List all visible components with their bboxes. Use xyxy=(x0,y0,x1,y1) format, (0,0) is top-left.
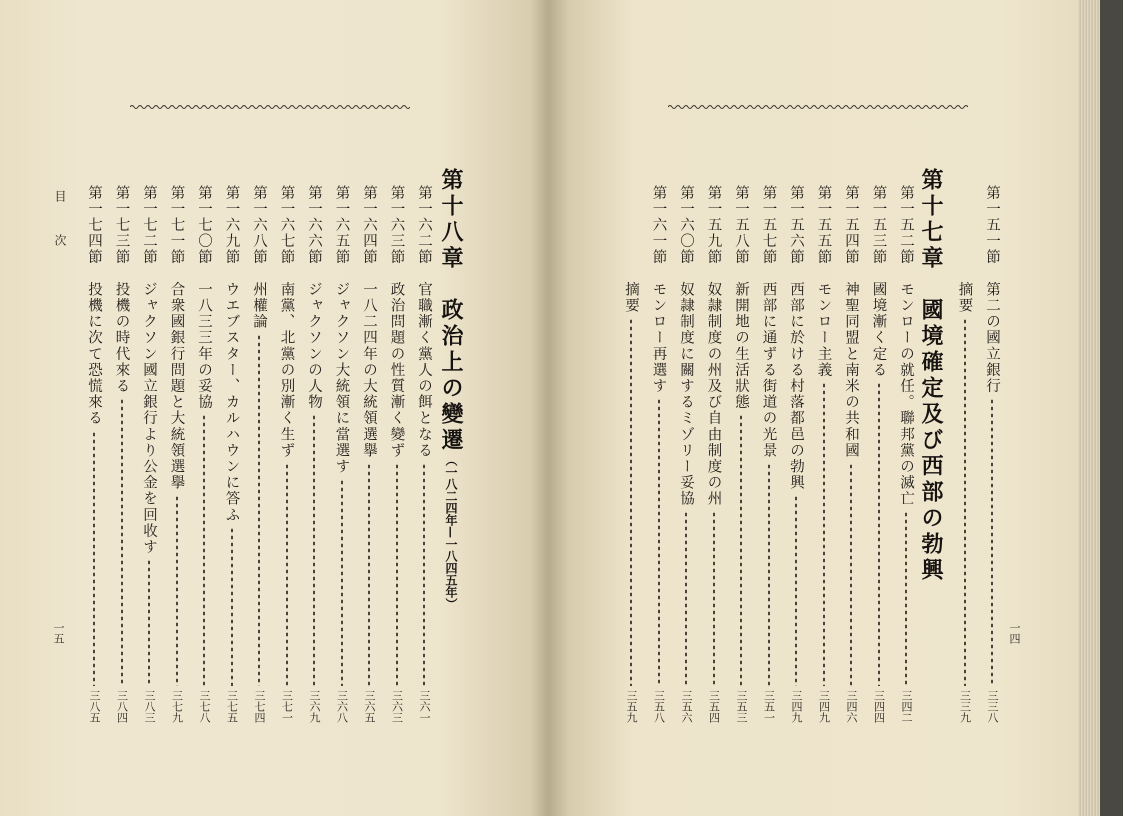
section-number: 第一六九節 xyxy=(223,185,240,266)
toc-entry xyxy=(328,185,356,475)
entry-page-number: 三五九 xyxy=(625,690,638,723)
dot-leader xyxy=(148,559,150,686)
chapter-heading-18 xyxy=(436,168,466,610)
entry-page-number: 三四二 xyxy=(900,690,913,723)
entry-page-number: 三六三 xyxy=(390,690,404,723)
entry-title: 神聖同盟と南米の共和國 xyxy=(843,281,859,459)
section-number: 第一七二節 xyxy=(141,185,157,266)
section-number: 第一五八節 xyxy=(733,185,749,266)
entry-page-number: 三八五 xyxy=(88,690,101,723)
section-number: 第一七三節 xyxy=(113,185,130,266)
entry-page-number: 三五四 xyxy=(707,690,721,723)
section-number: 第一六六節 xyxy=(306,185,322,266)
toc-entry xyxy=(645,185,673,394)
toc-entry xyxy=(951,185,979,314)
entry-title: 第二の國立銀行 xyxy=(984,281,1000,395)
entry-title: モンロー再選す xyxy=(650,281,667,395)
toc-entry xyxy=(410,185,438,459)
entry-title: 國境漸く定る xyxy=(870,281,887,379)
toc-entry xyxy=(810,185,838,378)
toc-entry xyxy=(245,185,273,330)
toc-entry xyxy=(163,185,191,491)
entry-page-number: 三三八 xyxy=(986,690,999,723)
dot-leader xyxy=(176,495,178,686)
entry-page-number: 三四九 xyxy=(817,690,831,723)
entry-page-number: 三七九 xyxy=(170,690,184,723)
dot-leader xyxy=(423,463,425,686)
toc-entry xyxy=(273,185,301,459)
entry-title: 政治問題の性質漸く變ず xyxy=(388,281,405,459)
spacer xyxy=(114,266,130,282)
entry-page-number: 三六八 xyxy=(335,690,349,723)
spacer xyxy=(279,266,295,282)
entry-page-number: 三八四 xyxy=(115,690,129,723)
spacer xyxy=(706,266,722,282)
section-number: 第一六三節 xyxy=(388,185,405,266)
spacer xyxy=(224,266,240,282)
spacer xyxy=(843,266,859,282)
spacer xyxy=(169,266,185,282)
dot-leader xyxy=(658,398,660,686)
spacer xyxy=(141,266,157,282)
dot-leader xyxy=(740,414,742,686)
entry-page-number: 三五六 xyxy=(680,690,693,723)
section-number: 第一五四節 xyxy=(843,185,859,266)
dot-leader xyxy=(850,463,852,686)
section-number: 第一七四節 xyxy=(86,185,102,266)
section-number: 第一五二節 xyxy=(898,185,914,266)
spacer xyxy=(361,266,377,282)
toc-entry xyxy=(892,185,920,507)
dot-leader xyxy=(286,463,288,686)
entry-page-number: 三七一 xyxy=(280,690,294,723)
entry-page-number: 三六一 xyxy=(418,690,431,723)
dot-leader xyxy=(685,511,687,686)
entry-title: 投機の時代來る xyxy=(113,281,130,395)
spacer xyxy=(957,185,973,282)
section-number: 第一六四節 xyxy=(361,185,377,266)
entry-page-number: 三五八 xyxy=(652,690,666,723)
entry-title: モンロー主義 xyxy=(815,281,832,379)
entry-title: ジャクソンの人物 xyxy=(306,281,322,411)
dot-leader xyxy=(768,463,770,686)
spacer xyxy=(733,266,749,282)
dot-leader xyxy=(258,334,260,686)
spacer xyxy=(306,266,322,282)
entry-title: 西部に通ずる街道の光景 xyxy=(760,281,777,459)
entry-title: 一八二四年の大統領選擧 xyxy=(361,281,377,459)
entry-page-number: 三三九 xyxy=(958,690,972,723)
toc-entry xyxy=(108,185,136,394)
entry-title: 官職漸く黨人の餌となる xyxy=(416,281,432,459)
decorative-rule-right xyxy=(668,104,968,110)
section-number: 第一五六節 xyxy=(788,185,804,266)
toc-entry xyxy=(782,185,810,491)
toc-entry xyxy=(672,185,700,507)
decorative-rule-left xyxy=(130,104,410,110)
spacer xyxy=(251,266,267,282)
entry-page-number: 三六五 xyxy=(363,690,376,723)
dot-leader xyxy=(878,382,880,686)
section-number: 第一五一節 xyxy=(984,185,1000,266)
entry-title: 南黨、北黨の別漸く生ず xyxy=(278,281,295,459)
dot-leader xyxy=(341,479,343,686)
page-edges xyxy=(1078,0,1100,816)
entry-title: 摘要 xyxy=(956,281,973,314)
spacer xyxy=(788,266,804,282)
toc-entry xyxy=(617,185,645,314)
entry-page-number: 三七四 xyxy=(253,690,266,723)
spacer xyxy=(984,266,1000,282)
section-number: 第一五五節 xyxy=(815,185,832,266)
toc-entry xyxy=(837,185,865,459)
entry-title: 摘要 xyxy=(623,281,639,314)
toc-entry xyxy=(978,185,1006,394)
entry-title: ジャクソン國立銀行より公金を回收す xyxy=(141,281,157,556)
entry-title: 一八三三年の妥協 xyxy=(196,281,212,411)
toc-entry xyxy=(727,185,755,410)
toc-entry xyxy=(865,185,893,378)
running-head: 目 次 xyxy=(53,190,67,256)
spacer xyxy=(196,266,212,282)
toc-entry xyxy=(190,185,218,410)
section-number: 第一六〇節 xyxy=(678,185,694,266)
section-number: 第一七一節 xyxy=(168,185,185,266)
section-number: 第一五七節 xyxy=(760,185,777,266)
entry-title: 投機に次て恐慌來る xyxy=(86,281,102,427)
entry-page-number: 三八三 xyxy=(143,690,156,723)
entry-title: ジャクソン大統領に當選す xyxy=(333,281,350,475)
section-number: 第一五三節 xyxy=(870,185,887,266)
entry-title: 奴隷制度に關するミゾリー妥協 xyxy=(678,281,694,508)
section-number: 第一六一節 xyxy=(650,185,667,266)
chapter-years: （一八二四年—一八四五年） xyxy=(444,454,458,610)
dot-leader xyxy=(203,414,205,686)
entry-page-number: 三四四 xyxy=(872,690,886,723)
spacer xyxy=(623,185,639,282)
spacer xyxy=(816,266,832,282)
toc-entry xyxy=(700,185,728,507)
entry-title: 奴隷制度の州及び自由制度の州 xyxy=(705,281,722,508)
dot-leader xyxy=(964,318,966,686)
entry-title: 新開地の生活狀態 xyxy=(733,281,749,411)
dot-leader xyxy=(823,382,825,686)
dot-leader xyxy=(713,511,715,686)
entry-page-number: 三五三 xyxy=(735,690,748,723)
page-number-left: 一五 xyxy=(52,622,65,644)
spacer xyxy=(871,266,887,282)
toc-entry xyxy=(300,185,328,410)
spacer xyxy=(651,266,667,282)
chapter-heading-18-title: 第十八章 政治上の變遷 xyxy=(438,168,464,454)
entry-title: 州權論 xyxy=(251,281,267,330)
spacer xyxy=(761,266,777,282)
toc-entry xyxy=(383,185,411,459)
section-number: 第一五九節 xyxy=(705,185,722,266)
toc-entry xyxy=(80,185,108,427)
entry-title: ウエブスター、カルハウンに答ふ xyxy=(223,281,240,524)
dot-leader xyxy=(396,463,398,686)
entry-page-number: 三四六 xyxy=(845,690,858,723)
toc-entry xyxy=(355,185,383,459)
dot-leader xyxy=(905,511,907,686)
dot-leader xyxy=(313,414,315,686)
dot-leader xyxy=(368,463,370,686)
section-number: 第一六八節 xyxy=(251,185,267,266)
book-cover-edge xyxy=(1100,0,1123,816)
entry-page-number: 三七八 xyxy=(198,690,211,723)
entry-page-number: 三五一 xyxy=(762,690,776,723)
dot-leader xyxy=(630,318,632,686)
toc-entry xyxy=(218,185,246,523)
spacer xyxy=(334,266,350,282)
section-number: 第一六五節 xyxy=(333,185,350,266)
spacer xyxy=(86,266,102,282)
toc-entry xyxy=(755,185,783,459)
entry-title: モンローの就任。聯邦黨の滅亡 xyxy=(898,281,914,508)
entry-page-number: 三六九 xyxy=(308,690,321,723)
entry-title: 西部に於ける村落都邑の勃興 xyxy=(788,281,804,491)
entry-title: 合衆國銀行問題と大統領選擧 xyxy=(168,281,185,491)
toc-entry xyxy=(135,185,163,555)
spacer xyxy=(678,266,694,282)
spacer xyxy=(389,266,405,282)
spacer xyxy=(416,266,432,282)
spacer xyxy=(898,266,914,282)
page-number-right: 一四 xyxy=(1008,622,1021,644)
dot-leader xyxy=(991,398,993,686)
chapter-heading-17: 第十七章 國境確定及び西部の勃興 xyxy=(918,168,944,584)
entry-page-number: 三四九 xyxy=(790,690,803,723)
section-number: 第一六二節 xyxy=(416,185,432,266)
dot-leader xyxy=(121,398,123,686)
section-number: 第一七〇節 xyxy=(196,185,212,266)
dot-leader xyxy=(795,495,797,686)
dot-leader xyxy=(93,431,95,686)
entry-page-number: 三七五 xyxy=(225,690,239,723)
dot-leader xyxy=(231,527,233,686)
section-number: 第一六七節 xyxy=(278,185,295,266)
